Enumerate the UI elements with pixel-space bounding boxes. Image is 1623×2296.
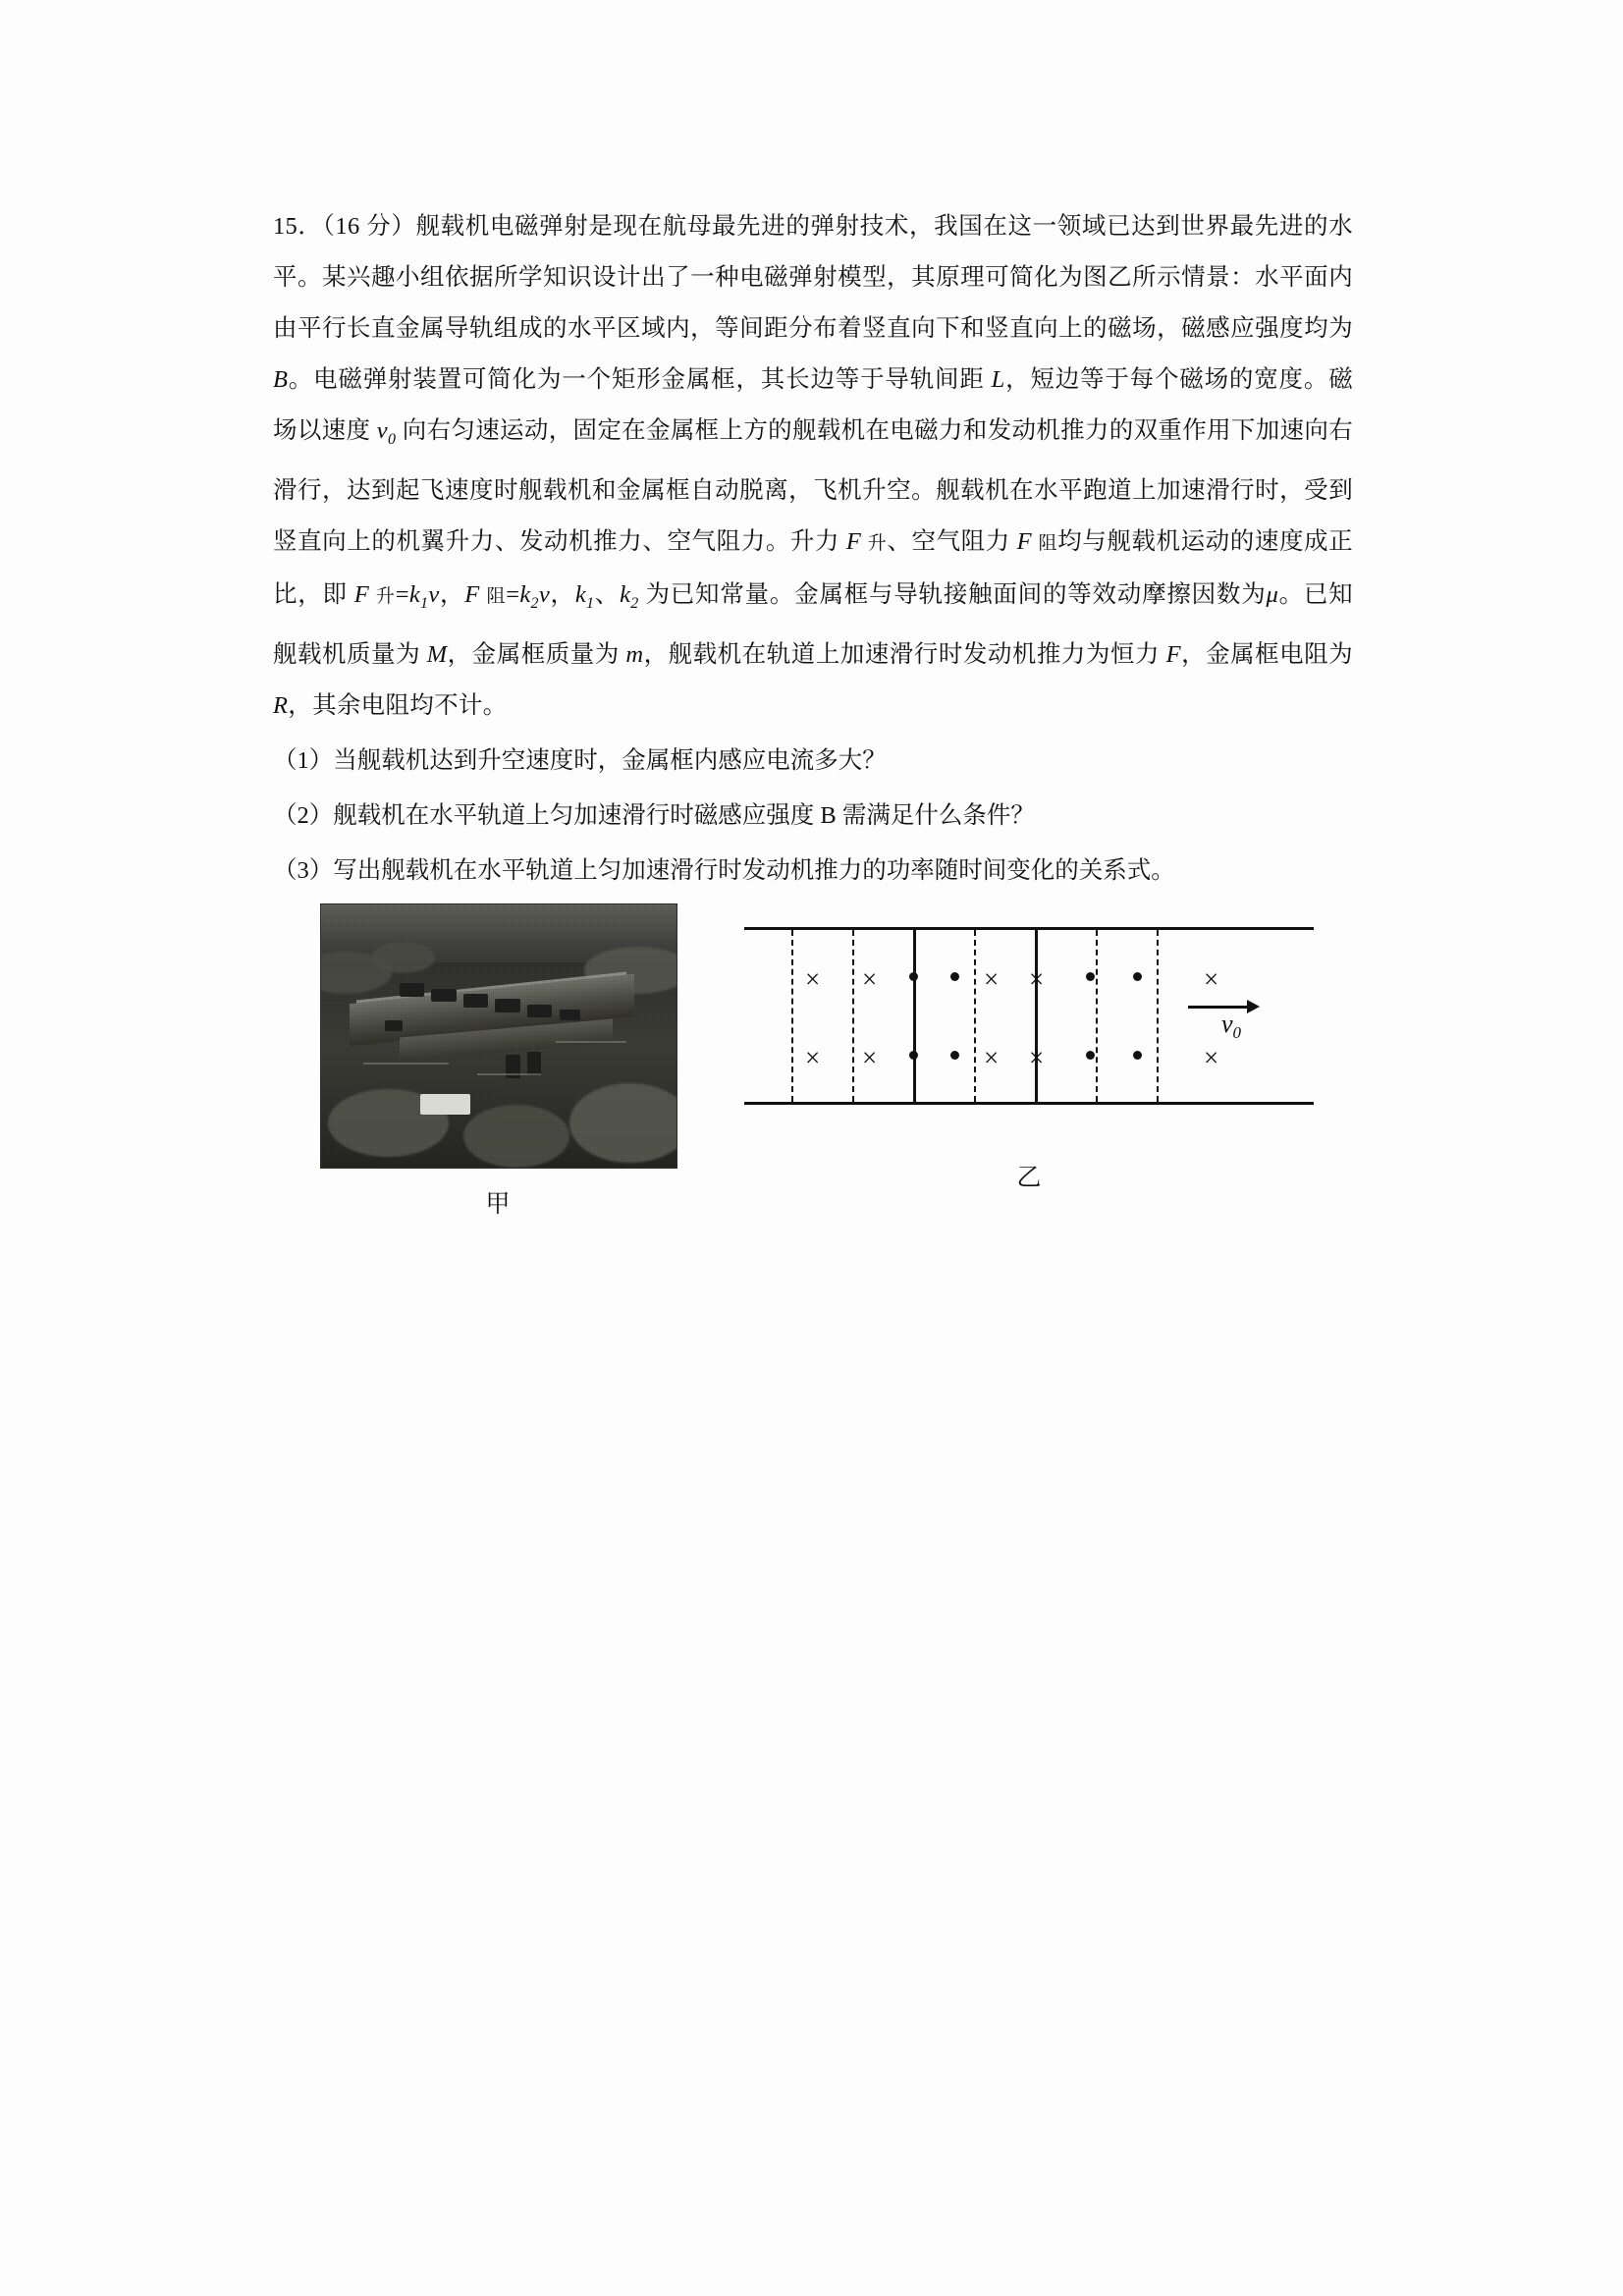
cross-symbol: ×	[805, 964, 821, 994]
problem-content	[273, 201, 1353, 897]
cross-symbol: ×	[1029, 1043, 1045, 1072]
diagram-caption: 乙	[1016, 1165, 1042, 1191]
velocity-symbol: v	[1221, 1010, 1233, 1038]
field-boundary-dashed	[852, 930, 854, 1102]
dot-symbol	[950, 1051, 959, 1060]
question-1: （1）当舰载机达到升空速度时，金属框内感应电流多大？	[273, 746, 887, 774]
dot-symbol	[1133, 1051, 1142, 1060]
cross-symbol: ×	[1204, 1043, 1219, 1072]
field-boundary-dashed	[791, 930, 793, 1102]
frame-edge-left	[913, 930, 916, 1102]
dot-symbol	[1133, 972, 1142, 981]
cross-symbol: ×	[984, 964, 1000, 994]
cross-symbol: ×	[805, 1043, 821, 1072]
cross-symbol: ×	[862, 964, 878, 994]
dot-symbol	[909, 972, 918, 981]
field-boundary-dashed	[1157, 930, 1159, 1102]
figure-photo-jia	[320, 903, 676, 1218]
field-boundary-dashed	[1096, 930, 1098, 1102]
field-boundary-dashed	[974, 930, 976, 1102]
figure-group	[273, 903, 1353, 1218]
cross-symbol: ×	[984, 1043, 1000, 1072]
rail-top	[744, 927, 1314, 930]
velocity-label	[1221, 1010, 1241, 1043]
question-3: （3）写出舰载机在水平轨道上匀加速滑行时发动机推力的功率随时间变化的关系式。	[273, 856, 1175, 884]
velocity-arrow-head	[1247, 1000, 1260, 1013]
magnetic-field-diagram	[744, 915, 1314, 1136]
aircraft-carrier-photo	[320, 903, 677, 1169]
frame-edge-right	[1035, 930, 1038, 1102]
velocity-subscript: 0	[1232, 1023, 1242, 1043]
cross-symbol: ×	[1204, 964, 1219, 994]
dot-symbol	[909, 1051, 918, 1060]
velocity-arrow-line	[1188, 1006, 1249, 1009]
figure-diagram-yi	[744, 915, 1333, 1191]
question-2: （2）舰载机在水平轨道上匀加速滑行时磁感应强度 B 需满足什么条件？	[273, 801, 1035, 829]
photo-caption: 甲	[485, 1191, 511, 1218]
cross-symbol: ×	[1029, 964, 1045, 994]
rail-bottom	[744, 1102, 1314, 1105]
dot-symbol	[1086, 972, 1095, 981]
problem-statement: 15．（16 分）舰载机电磁弹射是现在航母最先进的弹射技术，我国在这一领域已达到世界最先进的水平。某兴趣小组依据所学知识设计出了一种电磁弹射模型，其原理可简化为图乙所示情景：水平面内由平行长直金属导轨组成的水平区域内，等间距分布着竖直向下和竖直向上的磁场，磁感应强度均为 B。电磁弹射装置可简化为一个矩形金属框，其长边等于导轨间距 L，短边等于每个磁场的宽度。磁场以速度 $v_0$ 向右匀速运动，固定在金属框上方的舰载机在电磁力和发动机推力的双重作用下加速向右滑行，达到起飞速度时舰载机和金属框自动脱离，飞机升空。舰载机在水平跑道上加速滑行时，受到竖直向上的机翼升力、发动机推力、空气阻力。升力 F 升、空气阻力 F 阻均与舰载机运动的速度成正比，即 F 升$=k_1v$，F 阻$=k_2v$，$k_1$、$k_2$ 为已知常量。金属框与导轨接触面间的等效动摩擦因数为μ。已知舰载机质量为 M，金属框质量为 m，舰载机在轨道上加速滑行时发动机推力为恒力 F，金属框电阻为 R，其余电阻均不计。	[273, 213, 1354, 719]
cross-symbol: ×	[862, 1043, 878, 1072]
dot-symbol	[950, 972, 959, 981]
dot-symbol	[1086, 1051, 1095, 1060]
